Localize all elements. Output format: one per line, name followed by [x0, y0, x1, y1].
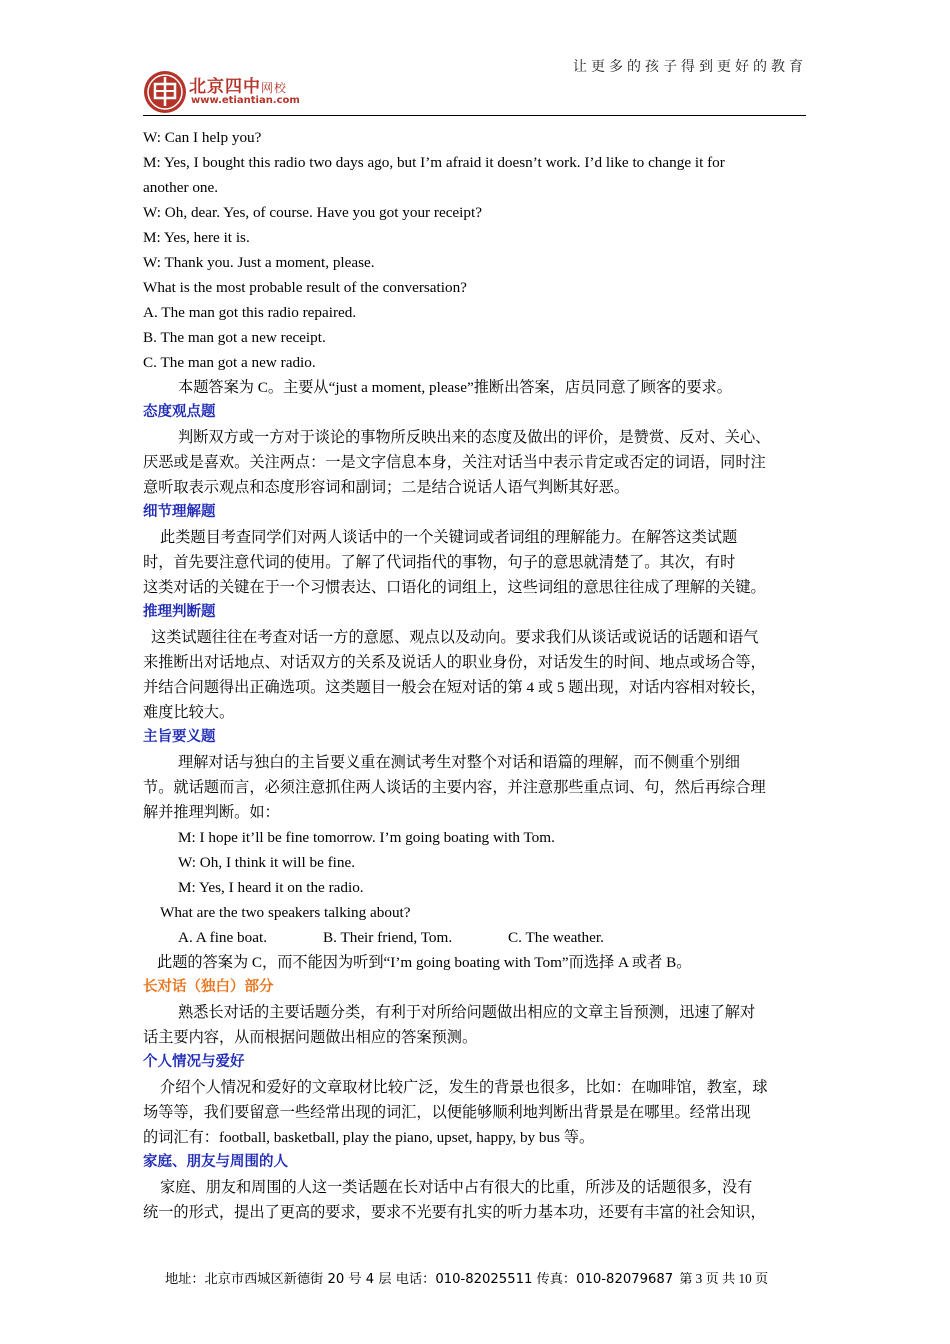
header-divider	[143, 115, 806, 116]
page-number: 第 3 页 共 10 页	[679, 1271, 769, 1286]
logo	[143, 70, 313, 114]
section-heading: 态度观点题	[143, 404, 216, 420]
options-row	[143, 925, 813, 950]
logo-url: www.etiantian.com	[191, 95, 300, 106]
paragraph-line: 的词汇有：football, basketball, play the piano, upset, happy, by bus 等。	[143, 1129, 595, 1146]
question-line: What are the two speakers talking about?	[160, 904, 411, 921]
section-heading: 家庭、朋友与周围的人	[143, 1154, 288, 1170]
dialogue-line: M: I hope it’ll be fine tomorrow. I’m going boating with Tom.	[178, 829, 555, 846]
paragraph-line: 来推断出对话地点、对话双方的关系及说话人的职业身份，对话发生的时间、地点或场合等，	[143, 654, 766, 671]
section-heading: 推理判断题	[143, 604, 216, 620]
answer-explanation: 此题的答案为 C，而不能因为听到“I’m going boating with Tom”而选择 A 或者 B。	[157, 954, 692, 971]
paragraph-line: 判断双方或一方对于谈论的事物所反映出来的态度及做出的评价，是赞赏、反对、关心、	[178, 429, 771, 446]
footer-address: 地址：北京市西城区新德街 20 号 4 层 电话：010-82025511 传真：010-82079687	[165, 1272, 674, 1287]
paragraph-line: 厌恶或是喜欢。关注两点：一是文字信息本身，关注对话当中表示肯定或否定的词语，同时注	[143, 454, 766, 471]
option-c: C. The weather.	[508, 929, 604, 946]
header-slogan: 让更多的孩子得到更好的教育	[573, 59, 807, 75]
paragraph-line: 介绍个人情况和爱好的文章取材比较广泛，发生的背景也很多，比如：在咖啡馆，教室，球	[160, 1079, 768, 1096]
school-emblem-icon	[143, 70, 187, 114]
question-line: What is the most probable result of the conversation?	[143, 279, 467, 296]
paragraph-line: 场等等，我们要留意一些经常出现的词汇，以便能够顺利地判断出背景是在哪里。经常出现	[143, 1104, 751, 1121]
dialogue-line: W: Can I help you?	[143, 129, 262, 146]
paragraph-line: 这类试题往往在考查对话一方的意愿、观点以及动向。要求我们从谈话或说话的话题和语气	[151, 629, 759, 646]
option-line: B. The man got a new receipt.	[143, 329, 326, 346]
paragraph-line: 难度比较大。	[143, 704, 235, 721]
dialogue-line: W: Thank you. Just a moment, please.	[143, 254, 375, 271]
paragraph-line: 解并推理判断。如：	[143, 804, 280, 821]
paragraph-line: 熟悉长对话的主要话题分类，有利于对所给问题做出相应的文章主旨预测，迅速了解对	[178, 1004, 756, 1021]
dialogue-line: W: Oh, I think it will be fine.	[178, 854, 356, 871]
paragraph-line: 理解对话与独白的主旨要义重在测试考生对整个对话和语篇的理解，而不侧重个别细	[178, 754, 740, 771]
dialogue-line: W: Oh, dear. Yes, of course. Have you got your receipt?	[143, 204, 482, 221]
paragraph-line: 这类对话的关键在于一个习惯表达、口语化的词组上，这些词组的意思往往成了理解的关键。	[143, 579, 766, 596]
option-line: C. The man got a new radio.	[143, 354, 316, 371]
paragraph-line: 节。就话题而言，必须注意抓住两人谈话的主要内容，并注意那些重点词、句，然后再综合理	[143, 779, 766, 796]
dialogue-line: M: Yes, I heard it on the radio.	[178, 879, 364, 896]
option-a: A. A fine boat.	[178, 929, 268, 946]
paragraph-line: 并结合问题得出正确选项。这类题目一般会在短对话的第 4 或 5 题出现，对话内容相对较长，	[143, 679, 766, 696]
section-heading: 主旨要义题	[143, 729, 216, 745]
page-footer	[165, 1268, 768, 1287]
dialogue-line: M: Yes, I bought this radio two days ago, but I’m afraid it doesn’t work. I’d like to change it for	[143, 154, 725, 171]
paragraph-line: 统一的形式，提出了更高的要求，要求不光要有扎实的听力基本功，还要有丰富的社会知识，	[143, 1204, 766, 1221]
section-heading: 长对话（独白）部分	[143, 979, 274, 995]
answer-explanation: 本题答案为 C。主要从“just a moment, please”推断出答案，店员同意了顾客的要求。	[178, 379, 732, 396]
paragraph-line: 此类题目考查同学们对两人谈话中的一个关键词或者词组的理解能力。在解答这类试题	[160, 529, 738, 546]
dialogue-line: another one.	[143, 179, 219, 196]
section-heading: 细节理解题	[143, 504, 216, 520]
paragraph-line: 话主要内容，从而根据问题做出相应的答案预测。	[143, 1029, 478, 1046]
option-b: B. Their friend, Tom.	[323, 929, 453, 946]
logo-title: 北京四中网校	[189, 77, 288, 97]
paragraph-line: 意听取表示观点和态度形容词和副词；二是结合说话人语气判断其好恶。	[143, 479, 629, 496]
logo-title-small: 网校	[261, 81, 288, 95]
option-line: A. The man got this radio repaired.	[143, 304, 357, 321]
dialogue-line: M: Yes, here it is.	[143, 229, 250, 246]
section-heading: 个人情况与爱好	[143, 1054, 245, 1070]
paragraph-line: 家庭、朋友和周围的人这一类话题在长对话中占有很大的比重，所涉及的话题很多，没有	[160, 1179, 753, 1196]
document-body	[143, 125, 813, 1225]
paragraph-line: 时，首先要注意代词的使用。了解了代词指代的事物，句子的意思就清楚了。其次，有时	[143, 554, 736, 571]
